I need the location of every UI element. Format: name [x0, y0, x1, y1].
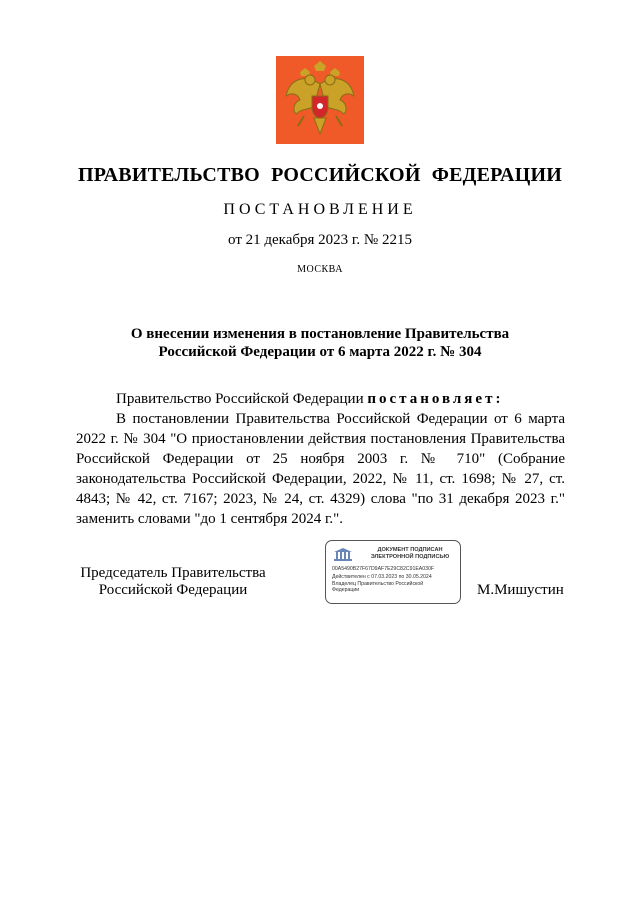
signer-name: М.Мишустин	[477, 582, 564, 598]
government-name: ПРАВИТЕЛЬСТВО РОССИЙСКОЙ ФЕДЕРАЦИИ	[78, 164, 562, 186]
government-building-icon	[333, 547, 353, 561]
electronic-signature-stamp	[325, 540, 461, 604]
resolution-intro	[76, 389, 565, 409]
document-title-line2: Российской Федерации от 6 марта 2022 г. № 304	[158, 344, 482, 360]
document-title-line1: О внесении изменения в постановление Правительства	[130, 326, 510, 342]
document-body	[76, 389, 565, 529]
stamp-header-line2: ЭЛЕКТРОННОЙ ПОДПИСЬЮ	[370, 554, 450, 560]
stamp-certificate: 00A5490B27F67D9AF7E29C82C91EA030F	[332, 566, 435, 572]
resolution-paragraph: В постановлении Правительства Российской Федерации от 6 марта 2022 г. № 304 "О приостановлении действия постановления Правительства Российской Федерации от 25 ноября 2003 г. № 710" (Собрание законодательства Российской Федерации, 2022, № 11, ст. 1698; № 27, ст. 4843; № 42, ст. 7167; 2023, № 24, ст. 4329) слова "по 31 декабря 2023 г." заменить словами "до 1 сентября 2024 г.".	[76, 411, 565, 527]
document-city: МОСКВА	[297, 264, 343, 275]
stamp-validity: Действителен с 07.03.2023 по 30.05.2024	[332, 574, 432, 580]
signer-title	[78, 565, 268, 599]
intro-text: Правительство Российской Федерации	[116, 391, 364, 407]
signer-title-line2: Российской Федерации	[98, 582, 248, 598]
signer-title-line1: Председатель Правительства	[80, 565, 266, 581]
document-title	[60, 325, 580, 361]
resolves-keyword: постановляет:	[367, 391, 504, 407]
document-date-number: от 21 декабря 2023 г. № 2215	[228, 232, 412, 248]
stamp-owner-line1: Владелец Правительство Российской	[332, 581, 424, 587]
coat-of-arms-icon	[276, 56, 364, 144]
document-type: ПОСТАНОВЛЕНИЕ	[223, 201, 417, 218]
stamp-header-line1: ДОКУМЕНТ ПОДПИСАН	[377, 547, 443, 553]
stamp-owner-line2: Федерации	[332, 587, 360, 593]
stamp-header	[362, 547, 458, 561]
